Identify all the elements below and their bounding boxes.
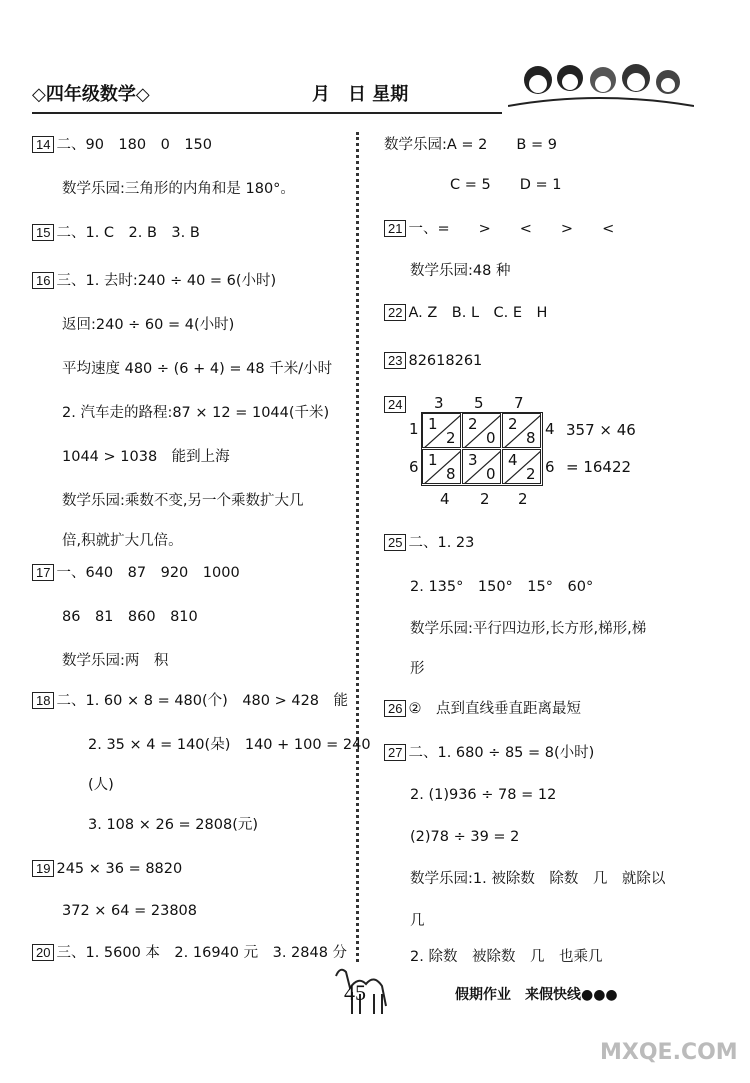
right-line: [384, 700, 581, 718]
question-number: 27: [384, 744, 406, 761]
answer-text: 形: [410, 661, 425, 677]
lattice-cell: [462, 449, 501, 484]
lattice-grid: [421, 412, 543, 486]
lattice-top-digit: 5: [474, 394, 484, 412]
lattice-cell: [422, 449, 461, 484]
question-number: 22: [384, 304, 406, 321]
left-line: [62, 316, 234, 334]
answer-text: 245 × 36 = 8820: [56, 861, 183, 877]
answer-text: 数学乐园:三角形的内角和是 180°。: [62, 181, 295, 197]
answer-text: 数学乐园:平行四边形,长方形,梯形,梯: [410, 621, 647, 637]
answer-text: (2)78 ÷ 39 = 2: [410, 829, 520, 845]
lattice-left-digit: 6: [409, 458, 419, 476]
left-line: [32, 692, 348, 710]
lattice-bottom-digit: 4: [440, 490, 450, 508]
question-number: 14: [32, 136, 54, 153]
lattice-tens-digit: 3: [468, 451, 478, 469]
right-line: [384, 534, 474, 552]
question-number: 20: [32, 944, 54, 961]
left-line: [32, 272, 276, 290]
question-number: 19: [32, 860, 54, 877]
question-number: 24: [384, 396, 406, 413]
lattice-top-digit: 7: [514, 394, 524, 412]
right-line: [384, 352, 482, 370]
lattice-right-digit: 6: [545, 458, 555, 476]
lattice-left-digit: 1: [409, 420, 419, 438]
question-number: 18: [32, 692, 54, 709]
right-line: [384, 396, 408, 414]
lattice-cell: [502, 449, 541, 484]
answer-text: 2. (1)936 ÷ 78 = 12: [410, 787, 557, 803]
question-number: 21: [384, 220, 406, 237]
lattice-cell: [422, 413, 461, 448]
lattice-ones-digit: 8: [526, 429, 536, 447]
answer-text: 二、1. 23: [408, 535, 475, 551]
answer-text: 几: [410, 913, 425, 929]
lattice-tens-digit: 2: [508, 415, 518, 433]
lattice-cell: [502, 413, 541, 448]
header-date-label: 月 日 星期: [312, 84, 409, 105]
answer-text: 1044 > 1038 能到上海: [62, 449, 230, 465]
answer-text: 返回:240 ÷ 60 = 4(小时): [62, 317, 235, 333]
answer-text: (人): [88, 777, 114, 793]
answer-text: 平均速度 480 ÷ (6 + 4) = 48 千米/小时: [62, 361, 333, 377]
left-line: [62, 448, 230, 466]
left-line: [62, 608, 198, 626]
lattice-tens-digit: 1: [428, 415, 438, 433]
answer-text: 数学乐园:48 种: [410, 263, 511, 279]
cartoon-kids-illustration: [508, 60, 694, 108]
left-line: [62, 652, 168, 670]
right-line: [450, 176, 561, 194]
answer-text: 数学乐园:1. 被除数 除数 几 就除以: [410, 871, 666, 887]
answer-text: 数学乐园:乘数不变,另一个乘数扩大几: [62, 493, 304, 509]
header-rule: [32, 112, 502, 114]
left-line: [62, 360, 332, 378]
answer-text: 3. 108 × 26 = 2808(元): [88, 817, 259, 833]
left-line: [62, 902, 197, 920]
answer-text: 一、= > < > <: [408, 221, 615, 237]
left-line: [62, 492, 304, 510]
answer-text: 2. 135° 150° 15° 60°: [410, 579, 594, 595]
lattice-ones-digit: 0: [486, 429, 496, 447]
answer-text: 二、1. 680 ÷ 85 = 8(小时): [408, 745, 595, 761]
question-number: 23: [384, 352, 406, 369]
right-line: [410, 786, 556, 804]
left-line: [32, 136, 212, 154]
right-line: [410, 912, 425, 930]
left-line: [62, 404, 329, 422]
answer-text: 数学乐园:A = 2 B = 9: [384, 137, 557, 153]
answer-text: 82618261: [408, 353, 483, 369]
lattice-bottom-digit: 2: [518, 490, 528, 508]
left-line: [62, 532, 183, 550]
lattice-tens-digit: 1: [428, 451, 438, 469]
right-line: [384, 136, 557, 154]
left-line: [32, 564, 240, 582]
lattice-bottom-digit: 2: [480, 490, 490, 508]
right-line: [410, 870, 665, 888]
lattice-cell: [462, 413, 501, 448]
answer-text: 二、1. C 2. B 3. B: [56, 225, 200, 241]
right-line: [384, 220, 614, 238]
answer-text: 三、1. 5600 本 2. 16940 元 3. 2848 分: [56, 945, 348, 961]
lattice-expression: 357 × 46: [566, 421, 636, 439]
question-number: 26: [384, 700, 406, 717]
answer-text: 一、640 87 920 1000: [56, 565, 240, 581]
right-line: [384, 744, 594, 762]
answer-text: 372 × 64 = 23808: [62, 903, 197, 919]
question-number: 15: [32, 224, 54, 241]
right-line: [410, 828, 519, 846]
answer-text: C = 5 D = 1: [450, 177, 562, 193]
lattice-ones-digit: 2: [526, 465, 536, 483]
answer-text: 三、1. 去时:240 ÷ 40 = 6(小时): [56, 273, 277, 289]
answer-text: 2. 汽车走的路程:87 × 12 = 1044(千米): [62, 405, 330, 421]
answer-text: 2. 除数 被除数 几 也乘几: [410, 949, 603, 965]
answer-text: 86 81 860 810: [62, 609, 198, 625]
lattice-right-digit: 4: [545, 420, 555, 438]
lattice-top-digit: 3: [434, 394, 444, 412]
lattice-ones-digit: 2: [446, 429, 456, 447]
answer-text: 2. 35 × 4 = 140(朵) 140 + 100 = 240: [88, 737, 371, 753]
left-line: [32, 224, 200, 242]
column-divider: [356, 132, 359, 962]
footer-series-text: 假期作业 来假快线●●●: [455, 987, 618, 1003]
left-line: [62, 180, 295, 198]
answer-text: 倍,积就扩大几倍。: [62, 533, 183, 549]
answer-text: A. Z B. L C. E H: [408, 305, 548, 321]
lattice-tens-digit: 4: [508, 451, 518, 469]
left-line: [88, 816, 258, 834]
right-line: [410, 660, 425, 678]
answer-text: 二、90 180 0 150: [56, 137, 212, 153]
question-number: 25: [384, 534, 406, 551]
answer-text: 二、1. 60 × 8 = 480(个) 480 > 428 能: [56, 693, 349, 709]
header-title: ◇四年级数学◇: [32, 84, 150, 105]
right-line: [384, 304, 547, 322]
lattice-ones-digit: 8: [446, 465, 456, 483]
left-line: [32, 860, 182, 878]
question-number: 16: [32, 272, 54, 289]
left-line: [88, 736, 371, 754]
watermark: MXQE.COM: [600, 1040, 738, 1065]
right-line: [410, 948, 602, 966]
page-number: 45: [344, 980, 366, 1005]
lattice-tens-digit: 2: [468, 415, 478, 433]
lattice-result: = 16422: [566, 458, 632, 476]
left-line: [88, 776, 114, 794]
answer-text: ② 点到直线垂直距离最短: [408, 701, 581, 717]
right-line: [410, 620, 646, 638]
left-line: [32, 944, 347, 962]
lattice-ones-digit: 0: [486, 465, 496, 483]
answer-text: 数学乐园:两 积: [62, 653, 169, 669]
right-line: [410, 262, 510, 280]
question-number: 17: [32, 564, 54, 581]
right-line: [410, 578, 593, 596]
